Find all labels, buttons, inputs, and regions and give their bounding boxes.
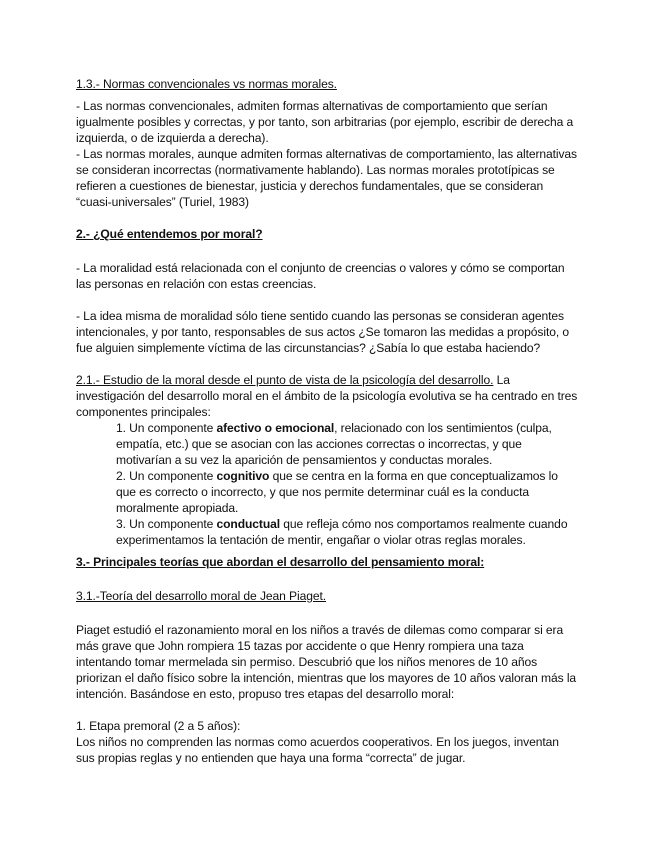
section-1-3-heading: 1.3.- Normas convencionales vs normas morales.: [76, 77, 337, 91]
bold-term-affective: afectivo o emocional: [216, 421, 335, 435]
list-item-behavioral: 3. Un componente conductual que refleja cómo nos comportamos realmente cuando experimentamos la tentación de mentir, engañar o violar otras reglas morales.: [116, 517, 568, 547]
moral-norms-paragraph: - Las normas morales, aunque admiten formas alternativas de comportamiento, las alternativas se consideran incorrectas (normativamente hablando). Las normas morales prototípicas se refieren a cuestiones de bienestar, justicia y derechos fundamentales, que se consideran “cuasi-universales” (Turiel, 1983): [76, 147, 577, 209]
bold-term-cognitive: cognitivo: [216, 469, 270, 483]
components-list: [76, 420, 579, 548]
section-2-1-heading: 2.1.- Estudio de la moral desde el punto de vista de la psicología del desarrollo.: [76, 373, 494, 387]
list-item-cognitive: 2. Un componente cognitivo que se centra en la forma en que conceptualizamos lo que es correcto o incorrecto, y que nos permite determinar cuál es la conducta moralmente apropiada.: [116, 469, 558, 515]
section-2-heading: 2.- ¿Qué entendemos por moral?: [76, 227, 263, 241]
section-2-1-intro: La investigación del desarrollo moral en el ámbito de la psicología evolutiva se ha centrado en tres componentes principales:: [76, 373, 578, 419]
section-2-1-paragraph: [76, 372, 579, 420]
list-item-affective: 1. Un componente afectivo o emocional, relacionado con los sentimientos (culpa, empatía, etc.) que se asocian con las acciones correctas o incorrectas, y que motivarían a su vez la aparición de pensamientos y conductas morales.: [116, 421, 552, 467]
intentional-agents-paragraph: - La idea misma de moralidad sólo tiene sentido cuando las personas se consideran agentes intencionales, y por tanto, responsables de sus actos ¿Se tomaron las medidas a propósito, o fue alguien simplemente víctima de las circunstancias? ¿Sabía lo que estaba haciendo?: [76, 309, 569, 355]
stage-1-title: 1. Etapa premoral (2 a 5 años):: [76, 719, 241, 733]
section-3-1-heading: 3.1.-Teoría del desarrollo moral de Jean Piaget.: [76, 589, 326, 603]
conventional-norms-paragraph: - Las normas convencionales, admiten formas alternativas de comportamiento que serían igualmente posibles y correctas, y por tanto, son arbitrarias (por ejemplo, escribir de derecha a izquierda, o de izquierda a derecha).: [76, 99, 574, 145]
bold-term-behavioral: conductual: [216, 517, 281, 531]
stage-1-text: Los niños no comprenden las normas como acuerdos cooperativos. En los juegos, inventan sus propias reglas y no entienden que haya una forma “correcta” de jugar.: [76, 735, 559, 765]
morality-definition-paragraph: - La moralidad está relacionada con el conjunto de creencias o valores y cómo se comportan las personas en relación con estas creencias.: [76, 261, 565, 291]
section-3-heading: 3.- Principales teorías que abordan el desarrollo del pensamiento moral:: [76, 555, 485, 569]
piaget-paragraph: Piaget estudió el razonamiento moral en los niños a través de dilemas como comparar si era más grave que John rompiera 15 tazas por accidente o que Henry rompiera una taza intentando tomar mermelada sin permiso. Descubrió que los niños menores de 10 años priorizan el daño físico sobre la intención, mientras que los mayores de 10 años valoran más la intención. Basándose en esto, propuso tres etapas del desarrollo moral:: [76, 623, 577, 701]
